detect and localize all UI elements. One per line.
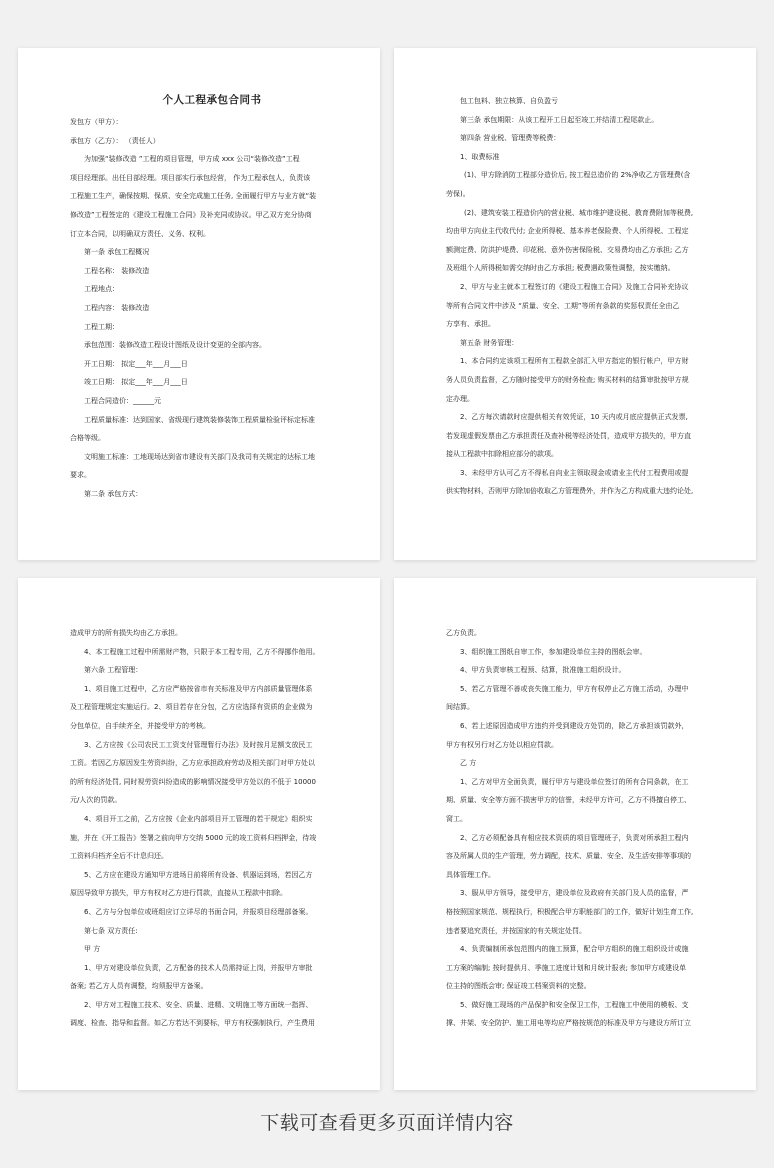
text-line: 工程名称： 装修改造 <box>84 266 150 275</box>
download-more-caption[interactable]: 下载可查看更多页面详情内容 <box>260 1112 514 1134</box>
contract-title: 个人工程承包合同书 <box>162 94 262 106</box>
text-line: 5、做好施工现场的产品保护和安全保卫工作，工程施工中使用的模板、支 <box>460 1000 689 1009</box>
text-line: 及工程管理规定实施运行。2、项目若存在分包，乙方应选择有资质的企业做为 <box>70 703 313 712</box>
text-line: 工方案的编制; 按时提供月、季施工进度计划和月统计报表; 参加甲方或建设单 <box>446 963 687 972</box>
text-line: 1、项目施工过程中，乙方应严格按省市有关标准及甲方内部质量管理体系 <box>84 684 313 693</box>
text-line: 若发现虚假发票由乙方承担责任及查补税等经济处罚，造成甲方损失的，甲方直 <box>446 431 691 440</box>
text-line: 为加强“装修改造 ”工程的项目管理，甲方成 xxx 公司“装修改造”工程 <box>84 155 300 164</box>
text-line: 期、质量、安全等方面不损害甲方的信誉，未经甲方许可，乙方不得擅自停工、 <box>446 796 691 805</box>
text-line: 工程施工生产，确保按期、保质、安全完成施工任务, 全面履行甲方与业方就“装 <box>70 192 317 201</box>
text-line: 撑、井架、安全防护、施工用电等均应严格按规范的标准及甲方与建设方所订立 <box>446 1019 691 1028</box>
text-line: 第一条 承包工程概况 <box>84 248 150 257</box>
text-line: 务人员负责监督，乙方随时接受甲方的财务检查; 购买材料的结算审批按甲方规 <box>446 375 689 384</box>
text-line: 第三条 承包期限：从该工程开工日起至竣工并结清工程尾款止。 <box>460 115 659 124</box>
text-line: 4、甲方负责审核工程预、结算，批准施工组织设计。 <box>460 666 626 675</box>
text-line: 造成甲方的所有损失均由乙方承担。 <box>70 629 182 637</box>
text-line: 开工日期： 拟定___年___月___日 <box>84 359 188 368</box>
text-line: 供实物材料，否则甲方除加倍收取乙方管理费外，并作为乙方构成重大违约论处, <box>446 487 694 496</box>
text-line: 具体管理工作。 <box>446 870 495 879</box>
document-page-4 <box>394 578 756 1090</box>
text-line: 4、本工程施工过程中所需财产物，只限于本工程专用，乙方不得挪作他用。 <box>84 647 320 656</box>
text-line: 调度、检查、指导和监督。如乙方若达不到要标，甲方有权强制执行，产生费用 <box>70 1019 315 1028</box>
text-line: 定办理。 <box>446 394 474 403</box>
text-line: 分包单位，自手续齐全，并接受甲方的考核。 <box>70 721 210 730</box>
text-line: 包工包料、独立核算、自负盈亏 <box>460 97 558 105</box>
text-line: 额测定费、防洪护堤费、印花税、意外伤害保险税、交易费均由乙方承担; 乙方 <box>446 245 689 254</box>
document-page-1 <box>18 48 380 560</box>
text-line: 4、负责编制所承包范围内的施工预算，配合甲方组织的施工组织设计或施 <box>460 945 689 954</box>
text-line: 工资。若因乙方原因发生劳资纠纷，乙方应承担政府劳动及相关部门对甲方处以 <box>70 759 315 768</box>
text-line: 乙方负责。 <box>446 629 481 637</box>
text-line: 方享有、承担。 <box>446 320 495 329</box>
text-line: 2、乙方每次请款时应提供相关有效凭证，10 天内或月底应提供正式发票, <box>460 413 688 422</box>
text-line: 及班组个人所得税如需交纳时由乙方承担; 税费遇政策性调整，按实缴纳。 <box>446 264 675 273</box>
text-line: 备案; 若乙方人员有调整，均须报甲方备案。 <box>70 982 208 991</box>
text-line: 甲 方 <box>84 945 101 954</box>
text-line: 第六条 工程管理： <box>84 666 143 675</box>
text-line: 第五条 财务管理： <box>460 338 519 347</box>
text-line: 第二条 承包方式： <box>84 489 143 498</box>
text-line: 劳保)。 <box>446 189 470 198</box>
text-line: 工程合同造价：______元 <box>84 396 161 405</box>
text-line: 订立本合同，以明确双方责任、义务、权利。 <box>70 229 210 238</box>
text-line: 6、乙方与分包单位或班组应订立详尽的书面合同，并报项目经理部备案。 <box>84 907 313 916</box>
text-line: 元/人次的罚款。 <box>70 796 122 805</box>
text-line: 1、乙方对甲方全面负责，履行甲方与建设单位签订的所有合同条款，在工 <box>460 777 689 786</box>
text-line: (1)、甲方除消防工程部分造价后, 按工程总造价的 2%净收乙方管理费(含 <box>464 171 691 180</box>
text-line: 工程质量标准：达到国家、省级现行建筑装修装饰工程质量检验评标定标准 <box>84 415 315 424</box>
page-1-body <box>70 113 354 503</box>
text-line: 工程地点： <box>84 285 119 294</box>
text-line: 格按照国家规范、规程执行，积极配合甲方职能部门的工作，做好计划生育工作, <box>446 907 694 916</box>
text-line: 1、甲方对建设单位负责，乙方配备的技术人员需持证上岗，并报甲方审批 <box>84 963 313 972</box>
text-line: 合格等级。 <box>70 434 105 443</box>
text-line: 要求。 <box>70 471 91 480</box>
text-line: 的所有经济处罚, 同时视劳资纠纷造成的影响情况接受甲方处以的不低于 10000 <box>70 777 316 786</box>
text-line: 4、项目开工之前，乙方应按《企业内部项目开工管理的若干规定》组织实 <box>84 814 313 823</box>
text-line: 2、甲方与业主就本工程签订的《建设工程施工合同》及施工合同补充协议 <box>460 282 689 291</box>
text-line: 均由甲方向业主代收代付; 企业所得税、基本养老保险费、个人所得税、工程定 <box>446 227 689 236</box>
text-line: 原因导致甲方损失，甲方有权对乙方进行罚款，直接从工程款中扣除。 <box>70 889 287 898</box>
text-line: 等所有合同文件中涉及 “质量、安全、工期”等所有条款的奖惩权责任全由乙 <box>446 301 680 310</box>
document-page-3 <box>18 578 380 1090</box>
text-line: 修改造”工程签定的《建设工程施工合同》及补充同或协议。甲乙双方充分协商 <box>70 210 312 219</box>
text-line: 承包方（乙方）： （责任人） <box>70 136 160 145</box>
text-line: 3、乙方应按《公司农民工工资支付管理暂行办法》及时按月足额支放民工 <box>84 740 313 749</box>
page-3-body <box>70 624 354 1033</box>
text-line: 窝工。 <box>446 814 467 823</box>
text-line: 乙 方 <box>460 759 477 768</box>
text-line: 2、乙方必须配备具有相应技术资质的项目管理班子，负责对所承担工程内 <box>460 833 689 842</box>
text-line: 工程内容： 装修改造 <box>84 303 150 312</box>
text-line: (2)、建筑安装工程造价内的营业税、城市维护建设税、教育费附加等税费, <box>464 208 694 217</box>
text-line: 工资料归档齐全后不计息归还。 <box>70 852 168 861</box>
text-line: 违者要追究责任，并按国家的有关规定处罚。 <box>446 926 586 935</box>
text-line: 1、取费标准 <box>460 152 500 161</box>
document-page-2 <box>394 48 756 560</box>
text-line: 施，并在《开工报告》签署之前向甲方交纳 5000 元的竣工资料归档押金，待竣 <box>70 833 317 842</box>
text-line: 3、组织施工图纸自审工作，参加建设单位主持的图纸会审。 <box>460 647 647 656</box>
page-4-body <box>446 624 728 1033</box>
page-2-body <box>446 92 728 501</box>
text-line: 承包范围：装修改造工程设计图纸及设计变更的全部内容。 <box>84 341 266 350</box>
text-line: 间结算。 <box>446 703 474 712</box>
text-line: 竣工日期： 拟定___年___月___日 <box>84 378 188 387</box>
text-line: 5、乙方应在建设方通知甲方进场日前将所有设备、机器运到场，若因乙方 <box>84 870 313 879</box>
text-line: 发包方（甲方）： <box>70 118 123 126</box>
text-line: 容及所属人员的生产管理，劳力调配，技术、质量、安全、及生活安排等事项的 <box>446 852 691 861</box>
text-line: 项目经理部。出任目部经理。项目部实行承包经营， 作为工程承包人，负责该 <box>70 173 311 182</box>
text-line: 接从工程款中扣除相应部分的款项。 <box>446 450 558 459</box>
text-line: 3、未经甲方认可乙方不得私自向业主领取现金或请业主代付工程费用或提 <box>460 468 689 477</box>
text-line: 文明施工标准：工地现场达到省市建设有关部门及我司有关规定的达标工地 <box>84 452 315 461</box>
text-line: 位主持的图纸会审; 保证竣工档案资料的完整。 <box>446 982 591 991</box>
text-line: 1、本合同约定该项工程所有工程款全部汇入甲方指定的银行帐户，甲方财 <box>460 357 689 366</box>
text-line: 第四条 营业税、管理费等税费： <box>460 134 561 143</box>
text-line: 6、若上述原因造成甲方违约并受到建设方处罚的，除乙方承担该罚款外， <box>460 721 689 730</box>
text-line: 5、若乙方管理不善或丧失施工能力，甲方有权停止乙方施工活动，办理中 <box>460 684 689 693</box>
text-line: 2、甲方对工程施工技术、安全、质量、进精、文明施工等方面统一指挥、 <box>84 1000 313 1009</box>
text-line: 工程工期： <box>84 322 119 331</box>
text-line: 第七条 双方责任: <box>84 926 138 935</box>
text-line: 3、服从甲方领导，接受甲方，建设单位及政府有关部门及人员的监督，严 <box>460 889 689 898</box>
text-line: 甲方有权另行对乙方处以相应罚款。 <box>446 740 558 749</box>
